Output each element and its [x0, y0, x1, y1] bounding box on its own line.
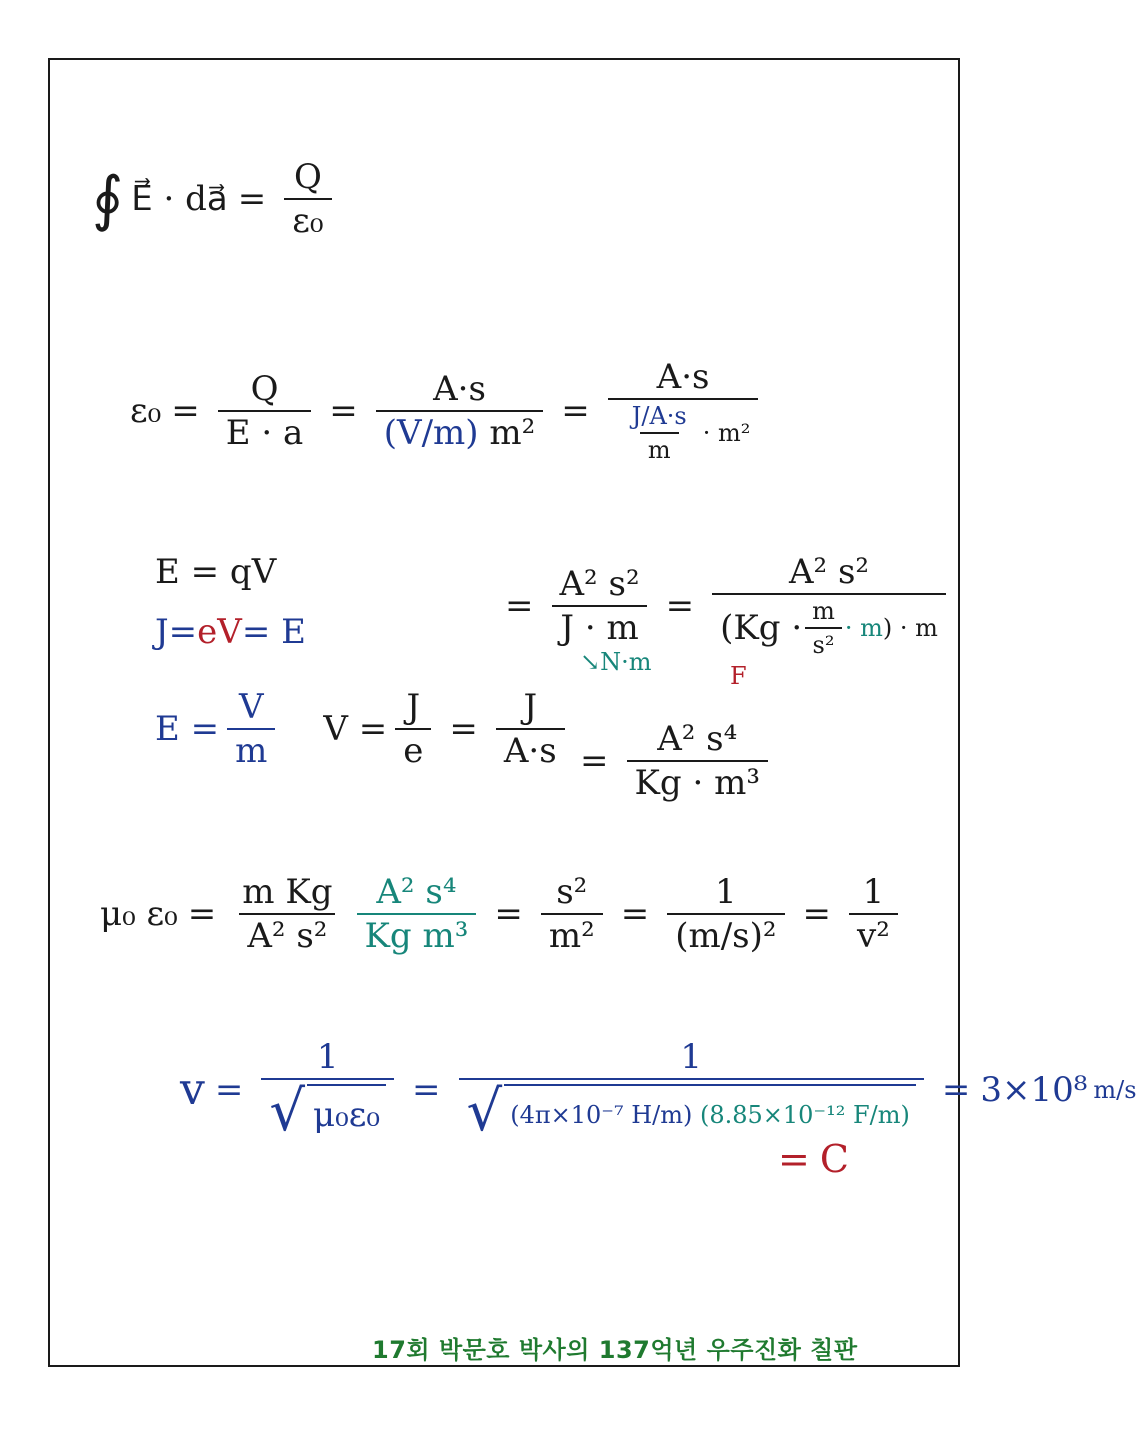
denominator: [261, 1078, 394, 1144]
fraction: [541, 872, 603, 956]
volt-per-meter: (V/m): [383, 413, 479, 453]
newton-meter-note: [580, 650, 652, 674]
gauss-lhs: E⃗ · da⃗: [131, 179, 228, 219]
denominator: Kg m³: [357, 913, 477, 953]
fraction: [357, 872, 477, 956]
numerator: 1: [715, 872, 737, 912]
equals-sign: =: [449, 709, 478, 749]
radical-icon: √: [466, 1079, 503, 1144]
numerator: Q: [250, 369, 279, 409]
numerator: A² s²: [559, 564, 640, 604]
epsilon-units-continued: [495, 552, 954, 659]
numerator: A² s⁴: [657, 719, 738, 759]
numerator: A² s⁴: [376, 872, 457, 912]
epsilon-units-equation: [130, 357, 766, 464]
equals-sign: =: [505, 586, 534, 626]
equals-sign: =: [187, 894, 217, 934]
numerator: Q: [293, 157, 322, 197]
denominator: [376, 410, 543, 453]
epsilon-zero-value: (8.85×10⁻¹² F/m): [699, 1101, 910, 1129]
inner-fraction: [804, 599, 843, 657]
voltage-lhs: V =: [323, 709, 388, 749]
equals-sign: =: [494, 894, 523, 934]
radicand: [504, 1084, 916, 1140]
square-root: [269, 1079, 386, 1144]
joule-symbol: J: [155, 612, 169, 652]
fraction: [234, 872, 340, 956]
fraction: [849, 872, 898, 956]
inner-numerator: m: [812, 597, 835, 625]
lecture-caption: 17회 박문호 박사의 137억년 우주진화 칠판: [372, 1336, 858, 1364]
epsilon-units-final: [570, 719, 776, 803]
numerator: 1: [316, 1037, 339, 1077]
equals-sign: =: [802, 894, 832, 934]
contour-integral-symbol: ∮: [92, 164, 124, 234]
force-note: F: [730, 662, 747, 690]
radicand: μ₀ε₀: [307, 1084, 386, 1140]
inner-denominator: s²: [805, 627, 843, 657]
denominator: v²: [849, 913, 898, 953]
field-lhs: E =: [155, 709, 220, 749]
joule-definition: [155, 612, 306, 652]
equals-sign: =: [412, 1070, 441, 1110]
equals-energy: = E: [241, 612, 306, 652]
numerator: J: [523, 687, 538, 727]
denominator: e: [395, 728, 431, 768]
electron-volt: eV: [197, 612, 242, 652]
equals-sign: =: [941, 1070, 971, 1110]
numerator: A·s: [656, 357, 710, 397]
numerator: A² s²: [788, 552, 870, 592]
equals-sign: =: [237, 179, 267, 219]
equals-sign: =: [214, 1070, 244, 1110]
fraction: [496, 687, 565, 771]
denominator: A² s²: [239, 913, 335, 953]
fraction: [552, 564, 648, 648]
c-symbol: C: [819, 1137, 849, 1181]
denominator: A·s: [496, 728, 565, 768]
equals-sign: =: [561, 391, 590, 431]
radical-icon: √: [269, 1079, 306, 1144]
kg-term: (Kg ·: [720, 608, 803, 648]
denominator: m²: [541, 913, 603, 953]
inner-numerator: J/A·s: [631, 402, 687, 430]
numerator: A·s: [433, 369, 486, 409]
denominator: (m/s)²: [667, 913, 784, 953]
meter-term: · m: [844, 614, 883, 642]
square-root: [466, 1079, 916, 1144]
equals-sign: =: [580, 741, 609, 781]
equals-sign: =: [778, 1137, 810, 1181]
inner-denominator: m: [640, 432, 679, 462]
fraction: [284, 157, 331, 241]
mu-epsilon-product: [100, 872, 906, 956]
equals-sign: =: [171, 391, 200, 431]
fraction: [261, 1037, 394, 1144]
area-unit: · m²: [702, 419, 751, 447]
denominator: ε₀: [284, 198, 331, 238]
mu-epsilon-lhs: μ₀ ε₀: [100, 894, 178, 934]
denominator: E · a: [218, 410, 312, 450]
arrow-icon: ↘: [580, 648, 601, 676]
denominator: m: [227, 728, 275, 768]
numerator: 1: [680, 1037, 702, 1077]
equals-sign: =: [168, 612, 198, 652]
numerator: V: [238, 687, 264, 727]
energy-definition: E = qV: [155, 552, 277, 592]
fraction: [667, 872, 784, 956]
numerator: 1: [862, 872, 885, 912]
velocity-lhs: v: [180, 1064, 205, 1115]
equals-sign: =: [665, 586, 695, 626]
fraction: [227, 687, 275, 771]
denominator: [712, 593, 946, 657]
speed-unit: m/s: [1093, 1076, 1137, 1104]
numerator: J: [406, 687, 421, 727]
field-and-voltage: [155, 687, 573, 771]
denominator: [459, 1078, 924, 1144]
fraction: [712, 552, 946, 659]
denominator: J · m: [552, 605, 646, 645]
fraction: [376, 369, 543, 453]
speed-of-light-equation: [180, 1037, 1137, 1144]
fraction: [627, 719, 768, 803]
numerator: s²: [556, 872, 588, 912]
newton-meter-label: N·m: [600, 648, 652, 676]
area-unit: m²: [478, 413, 536, 453]
equals-sign: =: [620, 894, 650, 934]
fraction: [459, 1037, 924, 1144]
fraction: [218, 369, 312, 453]
epsilon-lhs: ε₀: [130, 391, 162, 431]
speed-value: 3×10⁸: [980, 1070, 1088, 1110]
numerator: m Kg: [242, 872, 333, 912]
speed-of-light-symbol: [778, 1137, 849, 1181]
equals-sign: =: [329, 391, 358, 431]
gauss-law-equation: [92, 157, 340, 241]
meter-tail: ) · m: [882, 614, 938, 642]
denominator: Kg · m³: [627, 760, 768, 800]
inner-fraction: [624, 404, 695, 462]
denominator: [608, 398, 759, 462]
fraction: [395, 687, 431, 771]
mu-zero-value: (4π×10⁻⁷ H/m): [510, 1101, 693, 1129]
fraction: [608, 357, 759, 464]
